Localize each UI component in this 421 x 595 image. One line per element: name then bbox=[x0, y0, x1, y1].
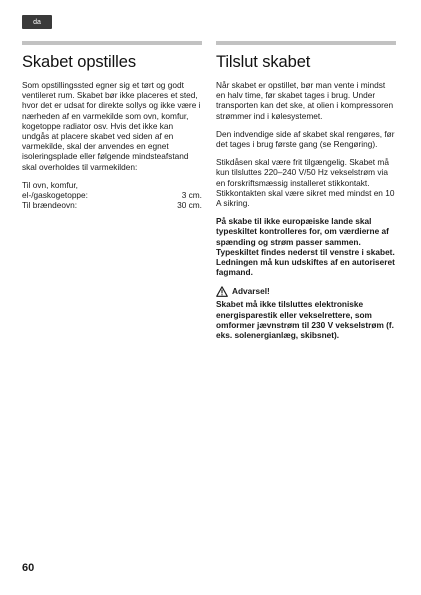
distance-label: el-/gaskogetoppe: bbox=[22, 190, 88, 201]
section-rule bbox=[22, 41, 202, 45]
section-title-placement: Skabet opstilles bbox=[22, 53, 136, 71]
connect-paragraph-nameplate: På skabe til ikke europæiske lande skal typeskiltet kontrolleres for, om værdierne af spænding og strøm passer sammen. Typeskiltet findes nederst til venstre i skabet. Ledningen må kun udskiftes af en autoriseret fagmand. bbox=[216, 216, 395, 278]
warning-triangle-icon bbox=[216, 286, 228, 297]
distance-row bbox=[22, 180, 202, 190]
distance-label: Til brændeovn: bbox=[22, 200, 78, 211]
section-rule bbox=[216, 41, 396, 45]
distance-table bbox=[22, 180, 202, 211]
right-column bbox=[216, 41, 396, 348]
placement-paragraph: Som opstillingssted egner sig et tørt og godt ventileret rum. Skabet bør ikke placeres et sted, hvor det er udsat for direkte sollys og ikke være i nærheden af en varmekilde som ovn, komfur, kogetoppe radiator osv. Hvis det ikke kan undgås at placere skabet ved siden af en varmekilde, skal der anvendes en egnet isoleringsplade eller følgende mindsteafstand skal overholdes til varmekilden: bbox=[22, 80, 201, 172]
language-tab bbox=[22, 15, 52, 29]
distance-row bbox=[22, 190, 202, 200]
connect-paragraph-wait: Når skabet er opstillet, bør man vente i mindst en halv time, før skabet tages i brug. Under transporten kan det ske, at olien i kompressoren strømmer ind i kølesystemet. bbox=[216, 80, 394, 121]
warning-heading bbox=[216, 285, 396, 297]
language-tab-label: da bbox=[33, 18, 41, 26]
section-title-connect: Tilslut skabet bbox=[216, 53, 311, 71]
warning-text: Skabet må ikke tilsluttes elektroniske energisparestik eller vekselrettere, som omformer jævnstrøm til 230 V vekselstrøm (f. eks. solenergianlæg, skibsnet). bbox=[216, 299, 394, 341]
distance-label: Til ovn, komfur, bbox=[22, 179, 78, 190]
page-number: 60 bbox=[22, 562, 35, 574]
connect-paragraph-clean: Den indvendige side af skabet skal rengøres, før det tages i brug første gang (se Rengøring). bbox=[216, 128, 395, 150]
left-column bbox=[22, 41, 202, 210]
distance-value: 3 cm. bbox=[181, 190, 202, 201]
warning-title: Advarsel! bbox=[232, 286, 270, 297]
distance-value: 30 cm. bbox=[177, 200, 202, 211]
connect-paragraph-socket: Stikdåsen skal være frit tilgængelig. Skabet må kun tilsluttes 220–240 V/50 Hz vekselstrøm via en forskriftsmæssig installeret stikkontakt. Stikkontakten skal være sikret med mindst en 10 A sikring. bbox=[216, 157, 395, 209]
distance-row bbox=[22, 200, 202, 210]
